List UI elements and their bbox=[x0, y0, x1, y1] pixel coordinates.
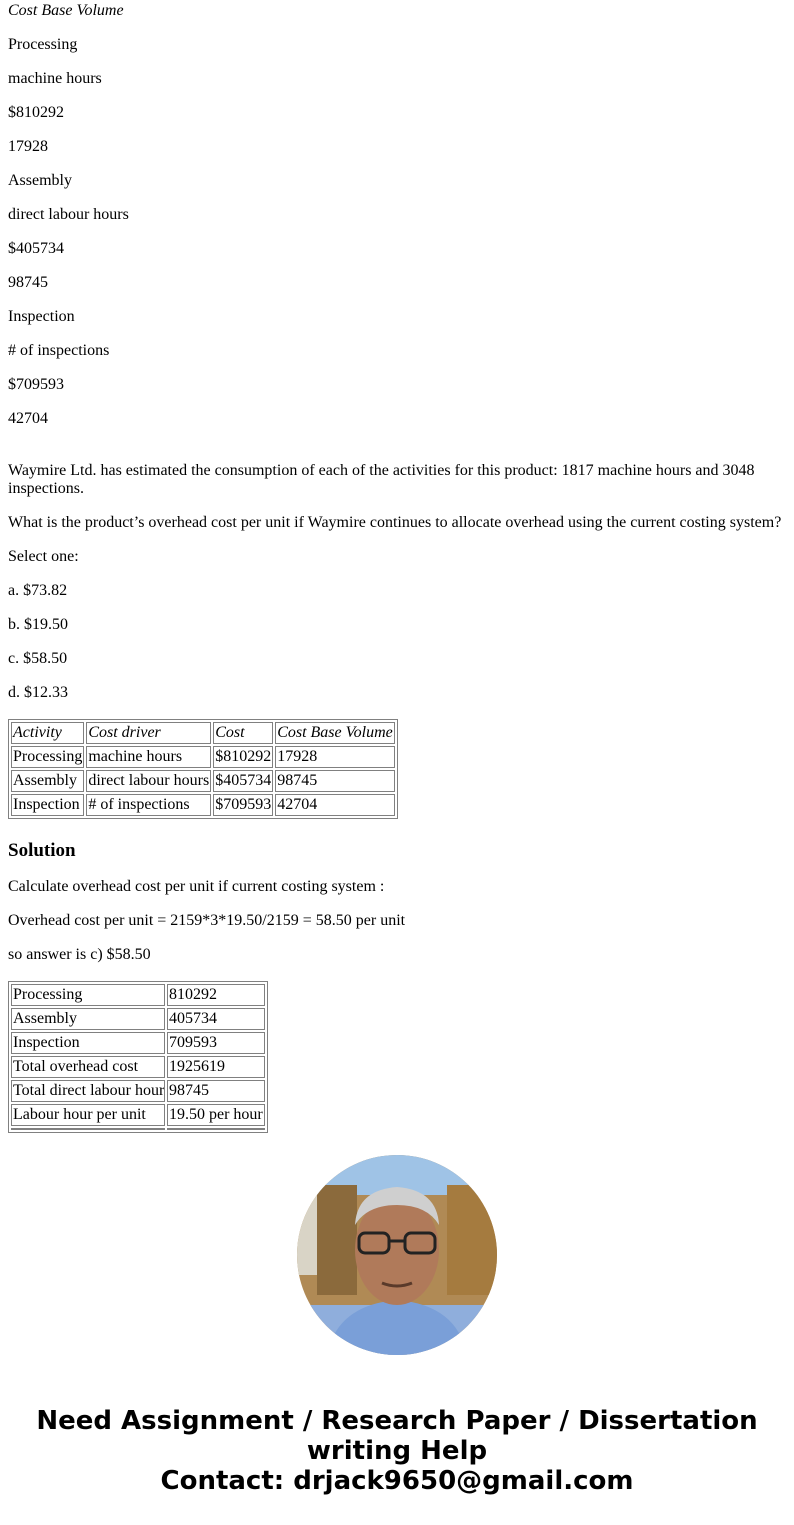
table-cell: 42704 bbox=[275, 794, 395, 816]
table-cell-empty bbox=[167, 1128, 265, 1130]
answer-option-d: d. $12.33 bbox=[8, 684, 68, 701]
table-cell: Total overhead cost bbox=[11, 1056, 165, 1078]
table-cell: Assembly bbox=[11, 1008, 165, 1030]
select-label: Select one: bbox=[8, 548, 79, 565]
footer-line: writing Help bbox=[306, 1436, 488, 1466]
intro-line: 98745 bbox=[8, 274, 48, 291]
table-row bbox=[11, 1080, 265, 1102]
footer-banner bbox=[0, 1406, 794, 1496]
table-cell: Inspection bbox=[11, 1032, 165, 1054]
table-header-row bbox=[11, 722, 395, 744]
intro-line: # of inspections bbox=[8, 342, 110, 359]
table-cell: Inspection bbox=[11, 794, 84, 816]
table-cell: 98745 bbox=[167, 1080, 265, 1102]
intro-line: Inspection bbox=[8, 308, 75, 325]
table-cell: $405734 bbox=[213, 770, 273, 792]
intro-line: $810292 bbox=[8, 104, 64, 121]
intro-line: direct labour hours bbox=[8, 206, 129, 223]
intro-line: Assembly bbox=[8, 172, 72, 189]
table-row bbox=[11, 770, 395, 792]
intro-line: 42704 bbox=[8, 410, 48, 427]
intro-line: machine hours bbox=[8, 70, 102, 87]
table-cell: Processing bbox=[11, 746, 84, 768]
table-row bbox=[11, 984, 265, 1006]
document-body bbox=[0, 2, 794, 1133]
table-row bbox=[11, 746, 395, 768]
author-photo bbox=[297, 1155, 497, 1355]
solution-line: Overhead cost per unit = 2159*3*19.50/2159 = 58.50 per unit bbox=[8, 912, 406, 929]
table-cell-empty bbox=[11, 1128, 165, 1130]
header-cell: Cost Base Volume bbox=[275, 722, 395, 744]
table-row bbox=[11, 1032, 265, 1054]
table-row-empty bbox=[11, 1128, 265, 1130]
table-cell: machine hours bbox=[86, 746, 211, 768]
table-row bbox=[11, 794, 395, 816]
overhead-summary-table bbox=[8, 981, 268, 1133]
table-cell: direct labour hours bbox=[86, 770, 211, 792]
table-cell: 709593 bbox=[167, 1032, 265, 1054]
table-cell: Processing bbox=[11, 984, 165, 1006]
table-row bbox=[11, 1104, 265, 1126]
activity-table bbox=[8, 719, 398, 819]
table-cell: 810292 bbox=[167, 984, 265, 1006]
solution-line: Calculate overhead cost per unit if current costing system : bbox=[8, 878, 385, 895]
table-cell: 19.50 per hour bbox=[167, 1104, 265, 1126]
table-cell: $709593 bbox=[213, 794, 273, 816]
intro-line: Cost Base Volume bbox=[8, 2, 124, 19]
answer-option-b: b. $19.50 bbox=[8, 616, 68, 633]
solution-line: so answer is c) $58.50 bbox=[8, 946, 151, 963]
table-cell: 1925619 bbox=[167, 1056, 265, 1078]
question-estimate: Waymire Ltd. has estimated the consumption of each of the activities for this product: 1817 machine hours and 3048 inspections. bbox=[8, 462, 755, 497]
intro-line: $709593 bbox=[8, 376, 64, 393]
table-cell: 17928 bbox=[275, 746, 395, 768]
header-cell: Cost bbox=[213, 722, 273, 744]
table-row bbox=[11, 1056, 265, 1078]
header-cell: Activity bbox=[11, 722, 84, 744]
table-cell: Total direct labour hour bbox=[11, 1080, 165, 1102]
intro-line: $405734 bbox=[8, 240, 64, 257]
answer-option-a: a. $73.82 bbox=[8, 582, 68, 599]
table-row bbox=[11, 1008, 265, 1030]
table-cell: Labour hour per unit bbox=[11, 1104, 165, 1126]
table-cell: # of inspections bbox=[86, 794, 211, 816]
table-cell: Assembly bbox=[11, 770, 84, 792]
table-cell: $810292 bbox=[213, 746, 273, 768]
question-prompt: What is the product’s overhead cost per unit if Waymire continues to allocate overhead using the current costing system? bbox=[8, 514, 782, 531]
table-cell: 405734 bbox=[167, 1008, 265, 1030]
intro-line: Processing bbox=[8, 36, 78, 53]
author-avatar bbox=[297, 1155, 497, 1355]
answer-option-c: c. $58.50 bbox=[8, 650, 68, 667]
footer-contact: Contact: drjack9650@gmail.com bbox=[160, 1466, 634, 1496]
table-cell: 98745 bbox=[275, 770, 395, 792]
footer-line: Need Assignment / Research Paper / Dissertation bbox=[36, 1406, 758, 1436]
header-cell: Cost driver bbox=[86, 722, 211, 744]
intro-line: 17928 bbox=[8, 138, 48, 155]
solution-heading: Solution bbox=[8, 840, 76, 861]
